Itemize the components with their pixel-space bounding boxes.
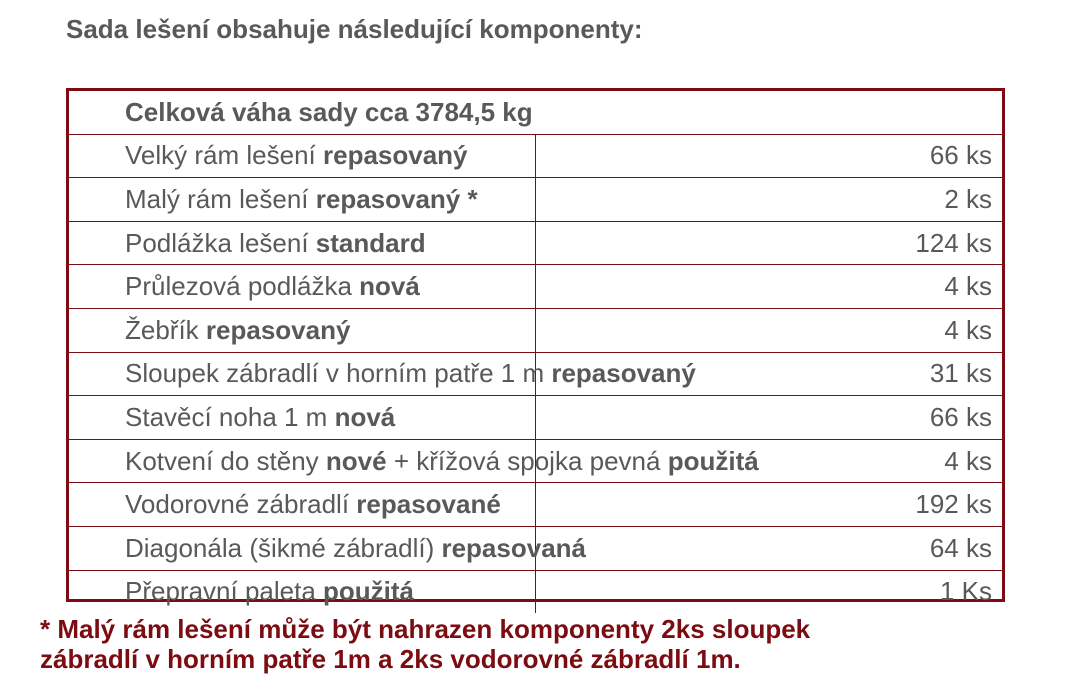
component-name [69, 352, 696, 396]
footnote-line-1: * Malý rám lešení může být nahrazen komponenty 2ks sloupek [40, 614, 811, 644]
component-quantity: 192 ks [536, 483, 1003, 527]
component-quantity: 4 ks [536, 265, 1003, 309]
component-quantity: 4 ks [536, 439, 1003, 483]
component-name-text: + křížová spojka pevná [386, 445, 668, 476]
component-quantity: 31 ks [536, 352, 1003, 396]
component-condition: repasovaný [322, 140, 468, 171]
component-name [69, 178, 536, 222]
component-name-text: Přepravní paleta [125, 576, 324, 607]
component-name [69, 439, 759, 483]
table-row [69, 526, 1002, 570]
component-name-text: Sloupek zábradlí v horním patře 1 m [125, 358, 552, 389]
table-row [69, 352, 1002, 396]
components-table-frame [66, 88, 1005, 607]
component-condition: použitá [323, 576, 415, 607]
component-condition: repasovaná [441, 532, 586, 563]
component-quantity: 66 ks [536, 396, 1003, 440]
page-heading: Sada lešení obsahuje následující komponenty: [66, 14, 643, 44]
component-name [69, 265, 536, 309]
component-condition: repasovaný [205, 314, 351, 345]
component-condition: nové [325, 445, 387, 476]
component-quantity: 4 ks [536, 308, 1003, 352]
table-row [69, 134, 1002, 178]
footnote-line-2: zábradlí v horním patře 1m a 2ks vodorovné zábradlí 1m. [40, 644, 741, 674]
component-quantity: 2 ks [536, 178, 1003, 222]
component-name [69, 308, 536, 352]
component-condition: standard [315, 227, 426, 258]
component-name-text: Kotvení do stěny [125, 445, 326, 476]
component-condition: repasovaný [551, 358, 696, 389]
component-condition: repasovaný * [315, 183, 478, 214]
component-name-text: Průlezová podlážka [125, 271, 360, 302]
components-table-body [69, 91, 1002, 613]
table-row [69, 265, 1002, 309]
component-condition: nová [359, 271, 420, 302]
component-name-text: Stavěcí noha 1 m [125, 401, 335, 432]
component-name [69, 221, 536, 265]
component-condition: použitá [667, 445, 759, 476]
component-condition: repasované [356, 489, 501, 520]
component-name-text: Diagonála (šikmé zábradlí) [125, 532, 442, 563]
table-row [69, 570, 1002, 613]
footnote [40, 614, 810, 674]
total-weight-row [69, 91, 1002, 134]
table-row [69, 483, 1002, 527]
component-name [69, 396, 536, 440]
component-quantity: 64 ks [536, 526, 1003, 570]
component-name [69, 570, 536, 613]
component-name [69, 134, 536, 178]
component-name [69, 483, 536, 527]
table-row [69, 396, 1002, 440]
table-row [69, 308, 1002, 352]
components-table [69, 91, 1002, 613]
component-quantity: 66 ks [536, 134, 1003, 178]
component-name-text: Podlážka lešení [125, 227, 316, 258]
table-row [69, 178, 1002, 222]
total-weight-label: Celková váha sady cca 3784,5 kg [69, 91, 1002, 134]
component-name-text: Žebřík [125, 314, 206, 345]
component-name-text: Malý rám lešení [125, 183, 316, 214]
table-row [69, 221, 1002, 265]
component-quantity: 124 ks [536, 221, 1003, 265]
component-name-text: Vodorovné zábradlí [125, 489, 357, 520]
table-row [69, 439, 1002, 483]
component-condition: nová [334, 401, 396, 432]
component-name [69, 526, 586, 570]
component-name-text: Velký rám lešení [125, 140, 323, 171]
component-quantity: 1 Ks [536, 570, 1003, 613]
